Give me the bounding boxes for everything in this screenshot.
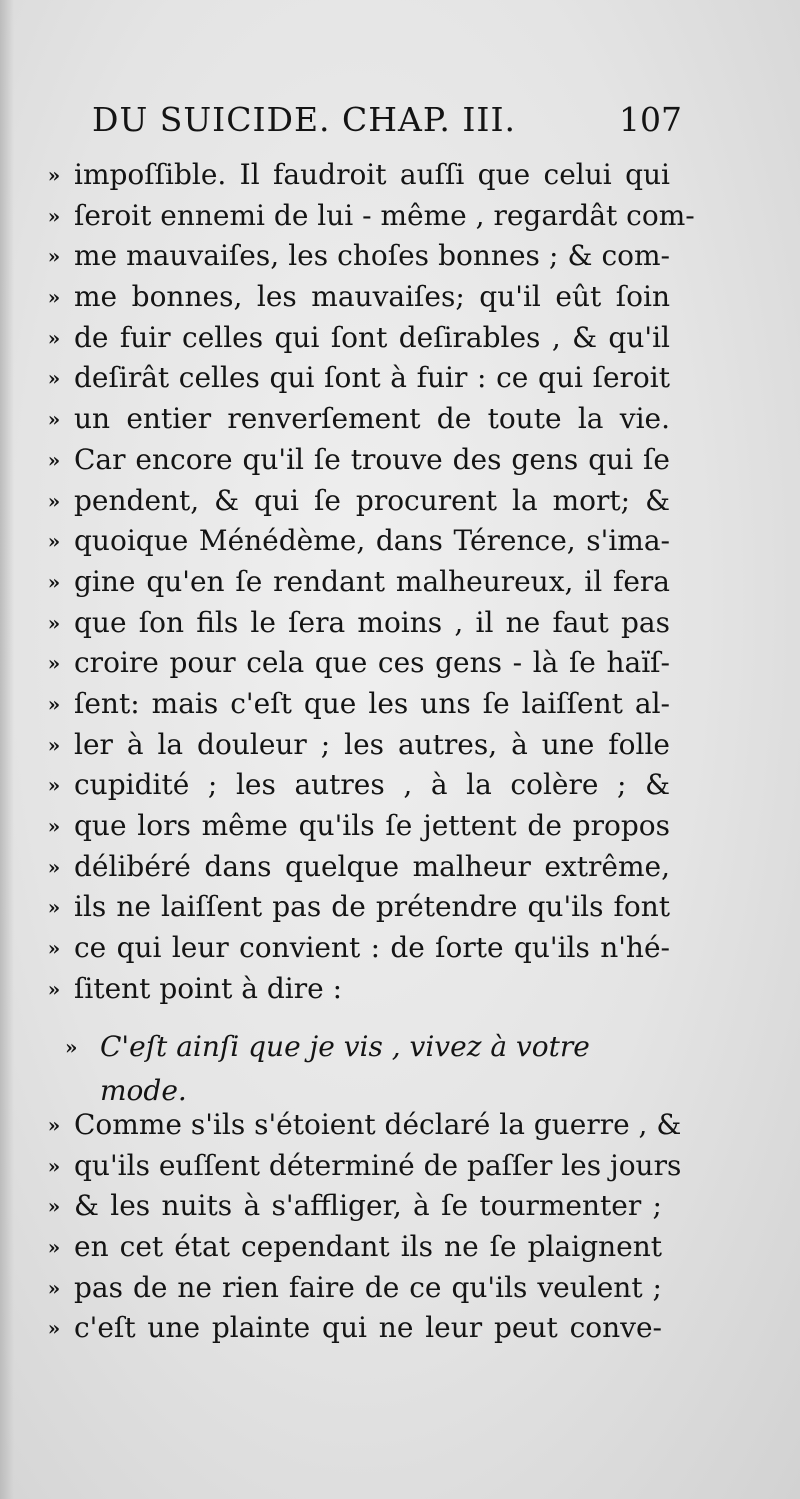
line-text: en cet état cependant ils ne ſe plaignent xyxy=(74,1230,662,1264)
line-text: délibéré dans quelque malheur extrême, xyxy=(74,849,670,883)
line-text: me bonnes, les mauvaiſes; qu'il eût ſoin xyxy=(74,280,670,314)
line-text: impoſſible. Il faudroit auſſi que celui qui xyxy=(74,158,670,191)
line-text: cupidité ; les autres , à la colère ; & xyxy=(74,768,670,802)
text-line xyxy=(40,1268,662,1309)
text-line xyxy=(40,765,670,806)
page-gutter-shadow xyxy=(0,0,14,1499)
text-line xyxy=(40,562,670,603)
quote-mark: » xyxy=(47,1153,61,1178)
text-line xyxy=(40,277,670,318)
line-text: gine qu'en ſe rendant malheureux, il fera xyxy=(74,564,670,598)
line-text: ler à la douleur ; les autres, à une folle xyxy=(74,727,670,761)
line-text: ſent: mais c'eſt que les uns ſe laiſſent al- xyxy=(74,686,670,720)
quote-mark: » xyxy=(47,895,61,920)
quote-mark: » xyxy=(47,732,61,757)
verse-quotation xyxy=(65,1025,675,1107)
paragraph-2 xyxy=(40,1105,682,1349)
quote-mark: » xyxy=(47,773,61,798)
text-line xyxy=(40,684,670,725)
quote-mark: » xyxy=(47,814,61,838)
text-line xyxy=(40,806,670,847)
line-text: c'eſt une plainte qui ne leur peut conve- xyxy=(74,1311,662,1345)
text-line xyxy=(40,521,670,562)
line-text: un entier renverſement de toute la vie. xyxy=(74,402,670,436)
quote-mark: » xyxy=(47,651,61,676)
text-line xyxy=(40,399,670,440)
text-line xyxy=(40,1146,682,1187)
text-line xyxy=(40,1186,662,1227)
quote-mark: » xyxy=(47,1194,61,1219)
line-text: qu'ils euſſent déterminé de paſſer les jours xyxy=(74,1148,682,1182)
line-text: ſeroit ennemi de lui - même , regardât com- xyxy=(74,198,695,232)
text-line xyxy=(40,928,670,969)
line-text: ce qui leur convient : de ſorte qu'ils n'hé- xyxy=(74,931,670,965)
text-line xyxy=(40,1105,682,1146)
text-line xyxy=(40,358,670,399)
quote-mark: » xyxy=(47,569,61,594)
line-text: ſitent point à dire : xyxy=(74,971,343,1005)
text-line xyxy=(40,887,670,928)
quote-mark: » xyxy=(47,1235,61,1260)
text-line xyxy=(40,969,670,1010)
page-number: 107 xyxy=(619,100,682,139)
quote-mark: » xyxy=(47,325,61,350)
quote-mark: » xyxy=(47,447,61,472)
line-text: que ſon fils le ſera moins , il ne faut pas xyxy=(74,605,670,639)
line-text: & les nuits à s'affliger, à ſe tourmenter ; xyxy=(74,1189,662,1223)
line-text: Comme s'ils s'étoient déclaré la guerre , & xyxy=(74,1108,682,1141)
verse-text: C'eſt ainſi que je vis , vivez à votre mode. xyxy=(100,1030,590,1107)
text-line xyxy=(40,318,670,359)
line-text: de fuir celles qui ſont deſirables , & qu'il xyxy=(74,320,670,354)
quote-mark: » xyxy=(47,285,61,310)
quote-mark: » xyxy=(65,1035,78,1059)
quote-mark: » xyxy=(47,936,61,961)
text-line xyxy=(40,643,670,684)
quote-mark: » xyxy=(47,691,61,716)
quote-mark: » xyxy=(47,1316,61,1341)
line-text: deſirât celles qui ſont à fuir : ce qui ſeroit xyxy=(74,361,670,395)
text-line xyxy=(40,725,670,766)
text-line xyxy=(40,236,670,277)
quote-mark: » xyxy=(47,366,61,391)
quote-mark: » xyxy=(47,407,61,432)
line-text: Car encore qu'il ſe trouve des gens qui ſe xyxy=(74,442,670,476)
quote-mark: » xyxy=(47,244,61,269)
line-text: croire pour cela que ces gens - là ſe haïſ- xyxy=(74,646,670,680)
text-line xyxy=(40,155,670,196)
text-line xyxy=(40,481,670,522)
text-line xyxy=(40,603,670,644)
running-title: DU SUICIDE. CHAP. III. xyxy=(92,100,516,139)
quote-mark: » xyxy=(47,610,61,635)
quote-mark: » xyxy=(47,203,61,228)
text-line xyxy=(40,1227,662,1268)
quote-mark: » xyxy=(47,976,61,1001)
quote-mark: » xyxy=(47,488,61,513)
quote-mark: » xyxy=(47,1113,61,1137)
line-text: ils ne laiſſent pas de prétendre qu'ils font xyxy=(74,890,670,924)
quote-mark: » xyxy=(47,163,61,187)
text-line xyxy=(40,1308,662,1349)
quote-mark: » xyxy=(47,854,61,879)
line-text: pendent, & qui ſe procurent la mort; & xyxy=(74,483,670,517)
text-line xyxy=(40,196,695,237)
line-text: me mauvaiſes, les choſes bonnes ; & com- xyxy=(74,239,670,273)
line-text: pas de ne rien faire de ce qu'ils veulent ; xyxy=(74,1270,662,1304)
page-header xyxy=(92,98,682,142)
text-line xyxy=(40,440,670,481)
line-text: que lors même qu'ils ſe jettent de propos xyxy=(74,809,670,842)
quote-mark: » xyxy=(47,529,61,554)
line-text: quoique Ménédème, dans Térence, s'ima- xyxy=(74,524,670,558)
paragraph-1 xyxy=(40,155,695,1009)
text-line xyxy=(40,847,670,888)
quote-mark: » xyxy=(47,1275,61,1300)
